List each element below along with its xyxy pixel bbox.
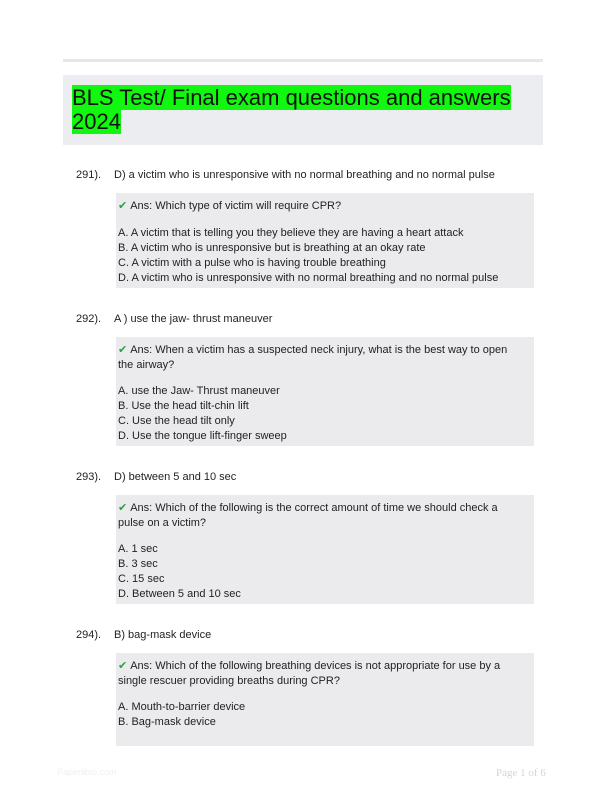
check-icon: ✔ — [118, 344, 128, 356]
option: A. use the Jaw- Thrust maneuver — [118, 385, 280, 397]
option: C. Use the head tilt only — [118, 415, 235, 427]
title-banner — [63, 75, 543, 145]
check-icon: ✔ — [118, 200, 128, 212]
option: A. A victim that is telling you they believe they are having a heart attack — [118, 227, 464, 239]
option: A. 1 sec — [118, 543, 158, 555]
answer-line — [118, 199, 522, 214]
option: B. 3 sec — [118, 558, 158, 570]
question-number: 294). — [76, 629, 102, 641]
question-text: Ans: When a victim has a suspected neck injury, what is the best way to open the airway? — [118, 344, 508, 371]
answer-box — [116, 653, 534, 746]
question-answer: D) a victim who is unresponsive with no normal breathing and no normal pulse — [114, 169, 495, 181]
question-text: Ans: Which of the following breathing devices is not appropriate for use by a single rescuer providing breaths during CPR? — [118, 660, 501, 687]
question-number: 292). — [76, 313, 102, 325]
check-icon: ✔ — [118, 660, 128, 672]
answer-line — [118, 501, 522, 531]
option: C. A victim with a pulse who is having trouble breathing — [118, 257, 386, 269]
answer-line — [118, 659, 522, 689]
question-answer: D) between 5 and 10 sec — [114, 471, 237, 483]
page-indicator: Page 1 of 6 — [496, 767, 546, 779]
option: D. Between 5 and 10 sec — [118, 588, 241, 600]
option: B. Use the head tilt-chin lift — [118, 400, 249, 412]
answer-line — [118, 343, 522, 373]
question-answer: A ) use the jaw- thrust maneuver — [114, 313, 273, 325]
answer-box — [116, 495, 534, 604]
footer-site: Paperlibio.com — [57, 767, 117, 777]
answer-box — [116, 337, 534, 446]
top-divider — [63, 59, 543, 62]
question-number: 293). — [76, 471, 102, 483]
answer-box — [116, 193, 534, 288]
options-list — [118, 226, 498, 286]
options-list — [118, 384, 287, 444]
page-title-text: BLS Test/ Final exam questions and answers 2024 — [72, 85, 511, 134]
options-list — [118, 700, 245, 730]
page-title — [72, 86, 512, 134]
option: B. A victim who is unresponsive but is breathing at an okay rate — [118, 242, 426, 254]
options-list — [118, 542, 241, 602]
option: B. Bag-mask device — [118, 716, 216, 728]
option: C. 15 sec — [118, 573, 165, 585]
question-text: Ans: Which type of victim will require CPR? — [130, 200, 342, 212]
option: D. Use the tongue lift-finger sweep — [118, 430, 287, 442]
option: A. Mouth-to-barrier device — [118, 701, 246, 713]
question-text: Ans: Which of the following is the correct amount of time we should check a pulse on a victim? — [118, 502, 498, 529]
check-icon: ✔ — [118, 502, 128, 514]
question-answer: B) bag-mask device — [114, 629, 212, 641]
option: D. A victim who is unresponsive with no normal breathing and no normal pulse — [118, 272, 499, 284]
question-number: 291). — [76, 169, 102, 181]
